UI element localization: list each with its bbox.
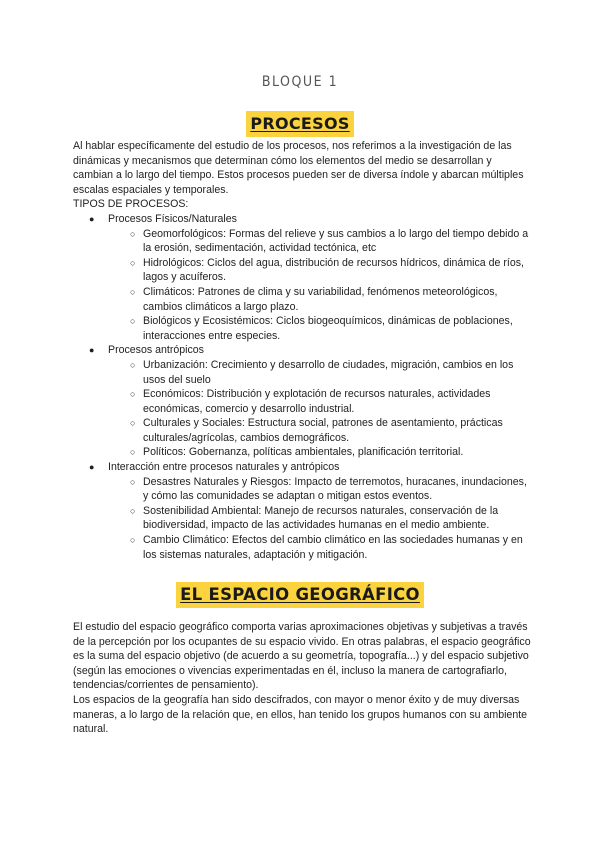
circle-bullet-icon: ○ bbox=[130, 476, 136, 487]
process-types-label: TIPOS DE PROCESOS: bbox=[73, 198, 189, 211]
subitem-text: Sostenibilidad Ambiental: Manejo de recursos naturales, conservación de la biodiversidad, impacto de las actividades humanas en el medio ambiente. bbox=[143, 504, 499, 532]
sublist bbox=[73, 475, 531, 563]
geo-space-paragraph-2: Los espacios de la geografía han sido descifrados, con mayor o menor éxito y de muy diversas maneras, a lo largo de la relación que, en ellos, han tenido los grupos humanos con su ambiente natural. bbox=[73, 693, 528, 736]
circle-bullet-icon: ○ bbox=[130, 316, 136, 327]
subitem-text: Biológicos y Ecosistémicos: Ciclos biogeoquímicos, dinámicas de poblaciones, interacciones entre especies. bbox=[143, 315, 513, 342]
circle-bullet-icon: ○ bbox=[130, 418, 136, 429]
list-item bbox=[73, 227, 531, 256]
list-item bbox=[73, 475, 531, 563]
process-groups-list bbox=[73, 212, 531, 562]
subitem-text: Geomorfológicos: Formas del relieve y sus cambios a lo largo del tiempo debido a la erosión, sedimentación, actividad tectónica, etc bbox=[143, 227, 529, 255]
group-label: Procesos Físicos/Naturales bbox=[108, 212, 237, 225]
circle-bullet-icon: ○ bbox=[130, 257, 136, 268]
geo-space-paragraph-1: El estudio del espacio geográfico comporta varias aproximaciones objetivas y subjetivas a través de la percepción por los ocupantes de su espacio vivido. En otras palabras, el espacio geográfico es la suma del espacio objetivo (de acuerdo a su geometría, topografía...) y del espacio subjetivo (según las emociones o vivencias experimentadas en él, incluso la manera de cartografiarlo, tendencias/corrientes de pensamiento). bbox=[73, 621, 531, 692]
list-item bbox=[73, 475, 531, 504]
bullet-icon: ● bbox=[89, 345, 95, 356]
list-item bbox=[73, 227, 531, 344]
list-item bbox=[73, 343, 531, 358]
list-item bbox=[73, 445, 531, 460]
list-item bbox=[73, 285, 531, 314]
processes-heading: PROCESOS bbox=[246, 111, 353, 137]
sublist bbox=[73, 227, 531, 344]
geo-space-section bbox=[73, 620, 531, 737]
circle-bullet-icon: ○ bbox=[130, 228, 136, 239]
subitem-text: Económicos: Distribución y explotación de recursos naturales, actividades económicas, comercio y desarrollo industrial. bbox=[143, 388, 491, 415]
circle-bullet-icon: ○ bbox=[130, 359, 136, 370]
list-item bbox=[73, 314, 531, 343]
processes-section bbox=[73, 139, 531, 562]
list-item bbox=[73, 504, 531, 533]
subitem-text: Hidrológicos: Ciclos del agua, distribución de recursos hídricos, dinámica de ríos, lagos y acuíferos. bbox=[143, 256, 524, 284]
bullet-icon: ● bbox=[89, 213, 95, 224]
circle-bullet-icon: ○ bbox=[130, 389, 136, 400]
subitem-text: Culturales y Sociales: Estructura social, patrones de asentamiento, prácticas culturales/agrícolas, cambios demográficos. bbox=[143, 417, 503, 444]
subitem-text: Urbanización: Crecimiento y desarrollo de ciudades, migración, cambios en los usos del suelo bbox=[143, 358, 514, 386]
bullet-icon: ● bbox=[89, 462, 95, 473]
subitem-text: Climáticos: Patrones de clima y su variabilidad, fenómenos meteorológicos, cambios climáticos a largo plazo. bbox=[143, 285, 498, 313]
group-label: Procesos antrópicos bbox=[108, 344, 204, 357]
list-item bbox=[73, 533, 531, 562]
list-item bbox=[73, 212, 531, 227]
list-item bbox=[73, 387, 531, 416]
block-label: BLOQUE 1 bbox=[261, 74, 339, 90]
subitem-text: Desastres Naturales y Riesgos: Impacto de terremotos, huracanes, inundaciones, y cómo las comunidades se adaptan o mitigan estos eventos. bbox=[143, 475, 527, 503]
list-item bbox=[73, 358, 531, 460]
geo-space-heading: EL ESPACIO GEOGRÁFICO bbox=[176, 582, 424, 608]
list-item bbox=[73, 358, 531, 387]
circle-bullet-icon: ○ bbox=[130, 286, 136, 297]
geo-space-heading-wrap bbox=[0, 582, 600, 608]
subitem-text: Cambio Climático: Efectos del cambio climático en las sociedades humanas y en los sistemas naturales, adaptación y mitigación. bbox=[143, 534, 523, 561]
subitem-text: Políticos: Gobernanza, políticas ambientales, planificación territorial. bbox=[143, 446, 464, 459]
list-item bbox=[73, 416, 531, 445]
circle-bullet-icon: ○ bbox=[130, 535, 136, 546]
sublist bbox=[73, 358, 531, 460]
processes-intro: Al hablar específicamente del estudio de los procesos, nos referimos a la investigación de las dinámicas y mecanismos que determinan cómo los elementos del medio se desarrollan y cambian a lo largo del tiempo. Estos procesos pueden ser de diversa índole y abarcan múltiples escalas espaciales y temporales. bbox=[73, 140, 524, 196]
circle-bullet-icon: ○ bbox=[130, 447, 136, 458]
group-label: Interacción entre procesos naturales y antrópicos bbox=[108, 461, 340, 474]
processes-heading-wrap bbox=[0, 111, 600, 137]
circle-bullet-icon: ○ bbox=[130, 505, 136, 516]
list-item bbox=[73, 460, 531, 475]
list-item bbox=[73, 256, 531, 285]
